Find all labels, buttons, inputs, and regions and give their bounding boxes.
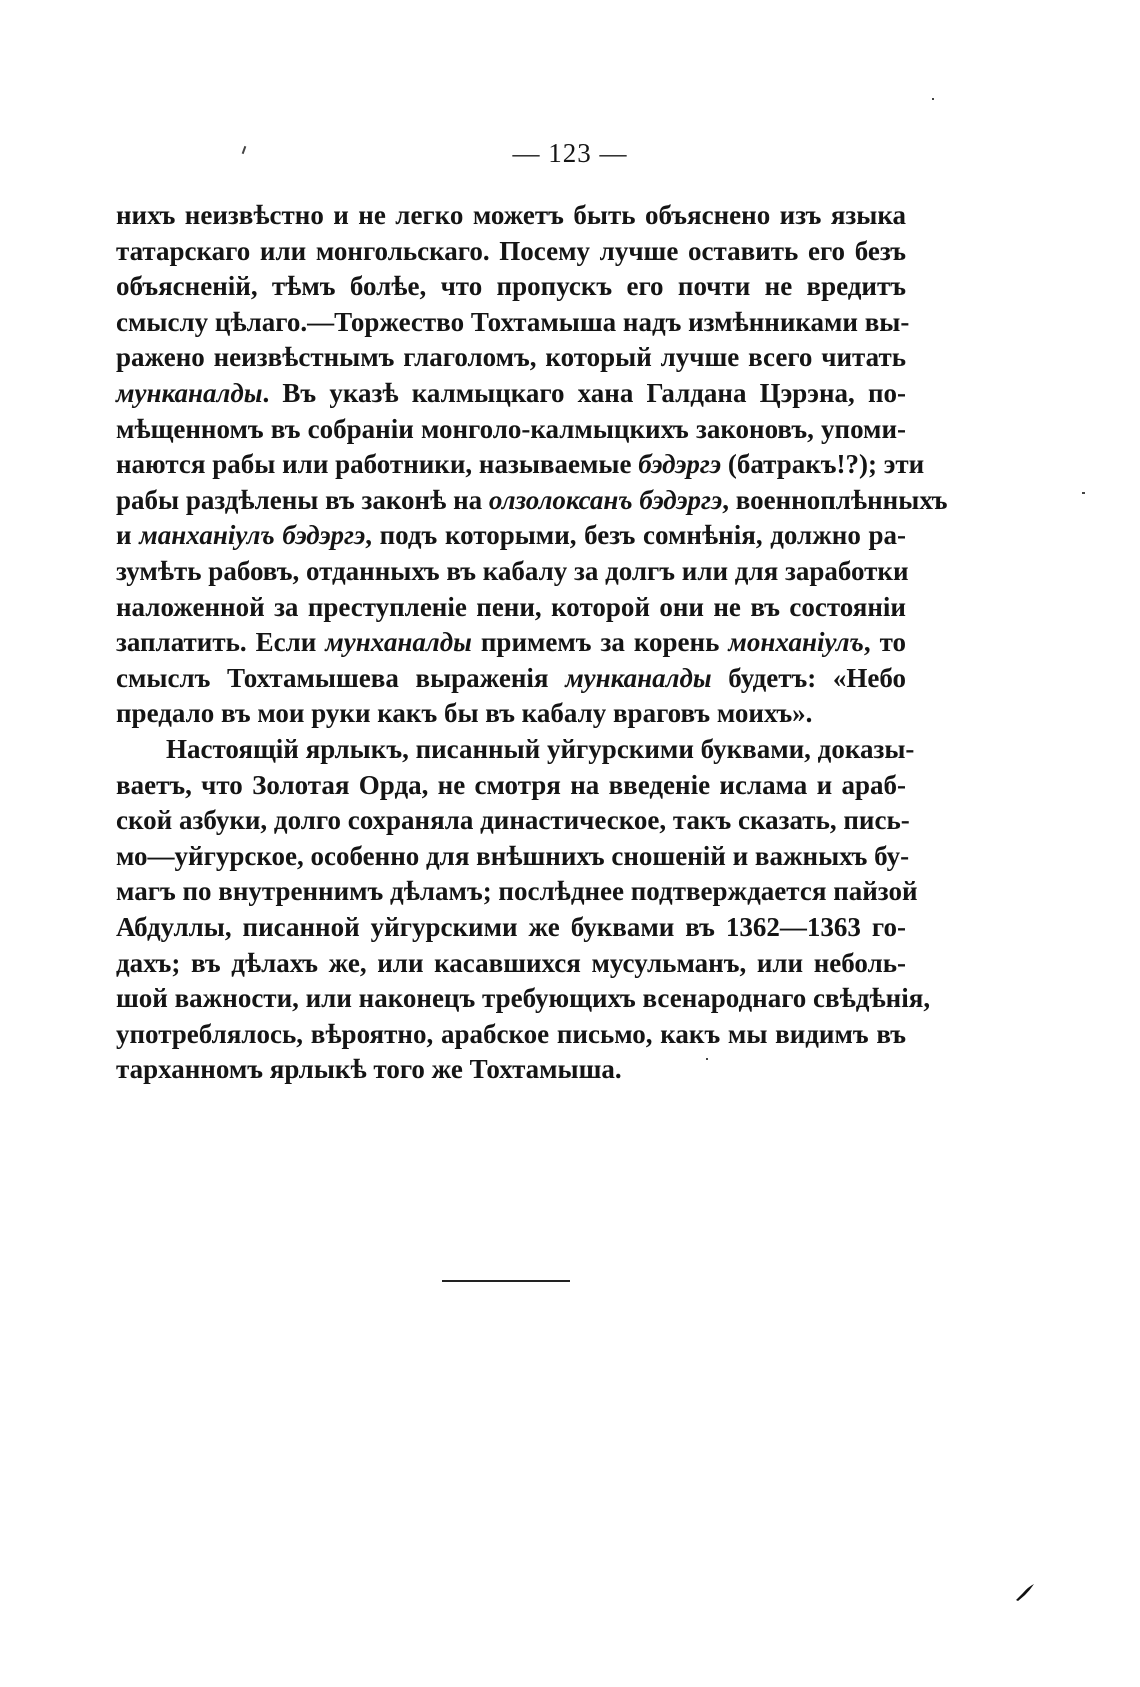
scan-speck bbox=[1082, 492, 1085, 494]
italic-term: монханіулъ bbox=[728, 627, 864, 658]
text-segment: , то bbox=[863, 627, 906, 658]
text-segment: наются рабы или работники, называемые bbox=[116, 449, 639, 480]
text-line: татарскаго или монгольскаго. Посему лучше оставить его безъ bbox=[116, 235, 906, 266]
text-line: предало въ мои руки какъ бы въ кабалу враговъ моихъ». bbox=[116, 698, 813, 729]
text-line bbox=[116, 625, 906, 661]
scan-speck bbox=[706, 1058, 708, 1060]
section-rule bbox=[442, 1280, 570, 1282]
text-line bbox=[116, 661, 906, 697]
text-line: ской азбуки, долго сохраняла династическое, такъ сказать, пись- bbox=[116, 805, 910, 836]
text-segment: будетъ: «Небо bbox=[711, 662, 906, 693]
italic-term: бэдэргэ bbox=[638, 449, 722, 480]
page-number: — 123 — bbox=[512, 138, 628, 168]
text-line bbox=[116, 447, 925, 483]
paragraph-1 bbox=[116, 198, 948, 732]
text-segment: и bbox=[116, 520, 140, 551]
italic-term: мунканалды bbox=[565, 662, 712, 693]
ink-mark-icon bbox=[1014, 1582, 1036, 1602]
italic-term: олзолоксанъ бэдэргэ bbox=[488, 484, 723, 515]
text-line: тарханномъ ярлыкѣ того же Тохтамыша. bbox=[116, 1054, 622, 1085]
text-line: магъ по внутреннимъ дѣламъ; послѣднее подтверждается пайзой bbox=[116, 876, 918, 907]
text-line: наложенной за преступленіе пени, которой они не въ состояніи bbox=[116, 591, 906, 622]
text-line: употреблялось, вѣроятно, арабское письмо, какъ мы видимъ въ bbox=[116, 1018, 906, 1049]
text-segment: (батракъ!?); эти bbox=[721, 449, 925, 480]
scan-speck bbox=[932, 98, 934, 100]
text-segment: . Въ указѣ калмыцкаго хана Галдана Цэрэна, по- bbox=[262, 377, 906, 408]
text-line bbox=[116, 376, 906, 412]
text-line: дахъ; въ дѣлахъ же, или касавшихся мусульманъ, или неболь- bbox=[116, 947, 906, 978]
text-line: Абдуллы, писанной уйгурскими же буквами въ 1362—1363 го- bbox=[116, 911, 906, 942]
text-line: зумѣть рабовъ, отданныхъ въ кабалу за долгъ или для заработки bbox=[116, 555, 909, 586]
text-line: шой важности, или наконецъ требующихъ всенароднаго свѣдѣнія, bbox=[116, 983, 931, 1014]
text-line: смыслу цѣлаго.—Торжество Тохтамыша надъ измѣнниками вы- bbox=[116, 306, 910, 337]
text-line bbox=[116, 518, 906, 554]
text-line: мѣщенномъ въ собраніи монголо-калмыцкихъ законовъ, упоми- bbox=[116, 413, 906, 444]
italic-term: мунканалды bbox=[116, 377, 263, 408]
text-segment: , подъ которыми, безъ сомнѣнія, должно ра- bbox=[365, 520, 906, 551]
text-line: объясненій, тѣмъ болѣе, что пропускъ его почти не вредитъ bbox=[116, 271, 906, 302]
text-line: ваетъ, что Золотая Орда, не смотря на введеніе ислама и араб- bbox=[116, 769, 906, 800]
italic-term: манханіулъ бэдэргэ bbox=[139, 520, 366, 551]
text-segment: смыслъ Тохтамышева выраженія bbox=[116, 662, 566, 693]
text-segment: заплатить. Если bbox=[116, 627, 326, 658]
text-line bbox=[116, 483, 948, 519]
paragraph-2 bbox=[116, 732, 931, 1088]
text-segment: рабы раздѣлены въ законѣ на bbox=[116, 484, 489, 515]
text-segment: примемъ за корень bbox=[471, 627, 729, 658]
text-line: нихъ неизвѣстно и не легко можетъ быть объяснено изъ языка bbox=[116, 200, 906, 230]
text-line: ражено неизвѣстнымъ глаголомъ, который лучше всего читать bbox=[116, 342, 906, 373]
text-line: мо—уйгурское, особенно для внѣшнихъ сношеній и важныхъ бу- bbox=[116, 840, 910, 871]
text-segment: , военноплѣнныхъ bbox=[722, 484, 948, 515]
italic-term: мунханалды bbox=[325, 627, 472, 658]
text-line: Настоящій ярлыкъ, писанный уйгурскими буквами, доказы- bbox=[166, 734, 915, 764]
